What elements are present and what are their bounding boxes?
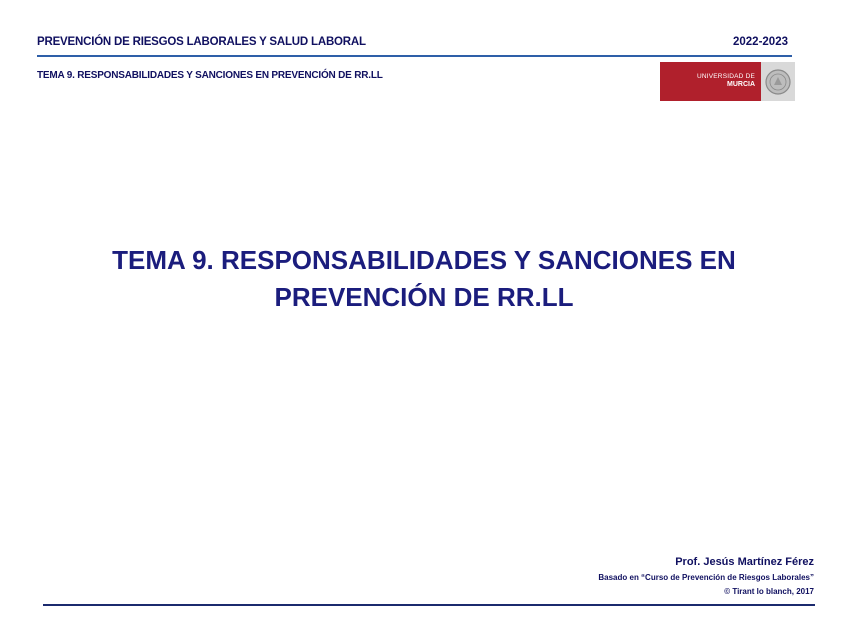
academic-year: 2022-2023 [733,36,788,48]
university-logo [660,62,795,101]
source-reference: Basado en “Curso de Prevención de Riesgos Laborales” [598,573,814,582]
slide-title-line1: TEMA 9. RESPONSABILIDADES Y SANCIONES EN [112,245,736,275]
slide-title [60,242,788,316]
header-divider [37,55,792,57]
copyright-notice: © Tirant lo blanch, 2017 [724,587,814,596]
slide-title-line2: PREVENCIÓN DE RR.LL [274,282,574,312]
university-seal-icon [761,62,795,101]
logo-text [697,74,761,88]
topic-subtitle: TEMA 9. RESPONSABILIDADES Y SANCIONES EN PREVENCIÓN DE RR.LL [37,70,383,81]
course-title: PREVENCIÓN DE RIESGOS LABORALES Y SALUD LABORAL [37,36,366,48]
author-name: Prof. Jesús Martínez Férez [675,556,814,568]
logo-line1: UNIVERSIDAD DE [696,73,755,81]
footer-divider [43,604,815,606]
logo-line2: MURCIA [727,81,755,89]
